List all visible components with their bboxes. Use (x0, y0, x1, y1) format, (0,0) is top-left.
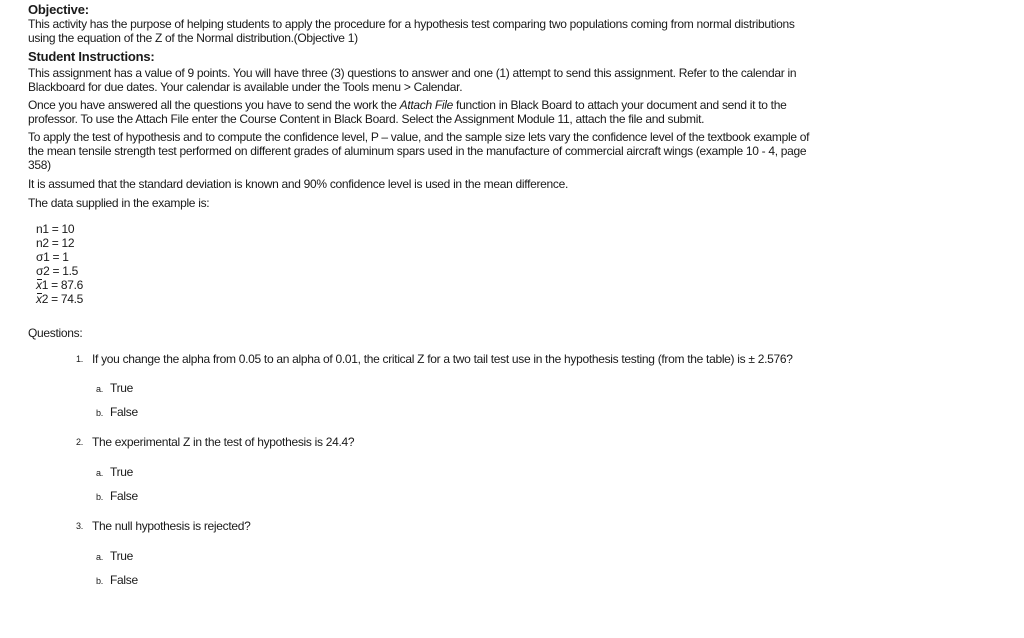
question-1-option-b[interactable] (28, 405, 818, 419)
data-sigma2: σ2 = 1.5 (36, 264, 79, 278)
option-label: True (110, 549, 134, 563)
question-3 (28, 519, 818, 533)
instructions-paragraph-4: It is assumed that the standard deviation is known and 90% confidence level is used in the mean difference. (28, 177, 569, 191)
question-text: If you change the alpha from 0.05 to an alpha of 0.01, the critical Z for a two tail test use in the hypothesis testing (from the table) is ± 2.576? (92, 352, 793, 366)
option-label: False (110, 405, 138, 419)
option-label: True (110, 465, 134, 479)
p2-after: function in Black Board to attach your document and send it to the professor. To use the Attach File enter the Course Content in Black Board. Select the Assignment Module 11, attach the file and submit. (28, 98, 787, 126)
option-label: False (110, 573, 138, 587)
question-3-option-b[interactable] (28, 573, 818, 587)
instructions-paragraph-5: The data supplied in the example is: (28, 196, 210, 210)
question-text: The null hypothesis is rejected? (92, 519, 251, 533)
question-3-option-a[interactable] (28, 549, 818, 563)
option-label: True (110, 381, 134, 395)
question-1-option-a[interactable] (28, 381, 818, 395)
xbar-symbol: x (36, 292, 42, 306)
question-number: 3. (76, 521, 83, 531)
option-letter: b. (96, 576, 103, 586)
question-2-option-b[interactable] (28, 489, 818, 503)
instructions-paragraph-3: To apply the test of hypothesis and to compute the confidence level, P – value, and the sample size lets vary the confidence level of the textbook example of the mean tensile strength test performed on different grades of aluminum spars used in the manufacture of commercial aircraft wings (example 10 - 4, page 358) (28, 130, 810, 172)
option-label: False (110, 489, 138, 503)
instructions-paragraph-2 (28, 98, 818, 126)
question-2-option-a[interactable] (28, 465, 818, 479)
question-number: 2. (76, 437, 83, 447)
instructions-heading: Student Instructions: (28, 49, 155, 64)
data-sigma1: σ1 = 1 (36, 250, 69, 264)
data-n2: n2 = 12 (36, 236, 75, 250)
option-letter: b. (96, 408, 103, 418)
data-n1: n1 = 10 (36, 222, 75, 236)
option-letter: b. (96, 492, 103, 502)
question-text: The experimental Z in the test of hypothesis is 24.4? (92, 435, 355, 449)
data-xbar1 (36, 278, 818, 292)
question-list (28, 352, 818, 587)
attach-file-term: Attach File (399, 98, 454, 112)
questions-title: Questions: (28, 326, 83, 340)
question-2 (28, 435, 818, 449)
xbar-symbol: x (36, 278, 42, 292)
question-1 (28, 352, 818, 366)
question-number: 1. (76, 354, 83, 364)
xbar2-value: 2 = 74.5 (41, 292, 84, 306)
p2-before: Once you have answered all the questions you have to send the work the (28, 98, 400, 112)
assignment-document (28, 2, 818, 587)
instructions-paragraph-1: This assignment has a value of 9 points. You will have three (3) questions to answer and one (1) attempt to send this assignment. Refer to the calendar in Blackboard for due dates. Your calendar is available under the Tools menu > Calendar. (28, 66, 797, 94)
xbar1-value: 1 = 87.6 (41, 278, 84, 292)
option-letter: a. (96, 384, 103, 394)
option-letter: a. (96, 552, 103, 562)
example-data-list (36, 222, 818, 306)
objective-heading: Objective: (28, 2, 89, 17)
data-xbar2 (36, 292, 818, 306)
option-letter: a. (96, 468, 103, 478)
objective-text: This activity has the purpose of helping students to apply the procedure for a hypothesis test comparing two populations coming from normal distributions using the equation of the Z of the Normal distribution.(Objective 1) (28, 17, 795, 45)
